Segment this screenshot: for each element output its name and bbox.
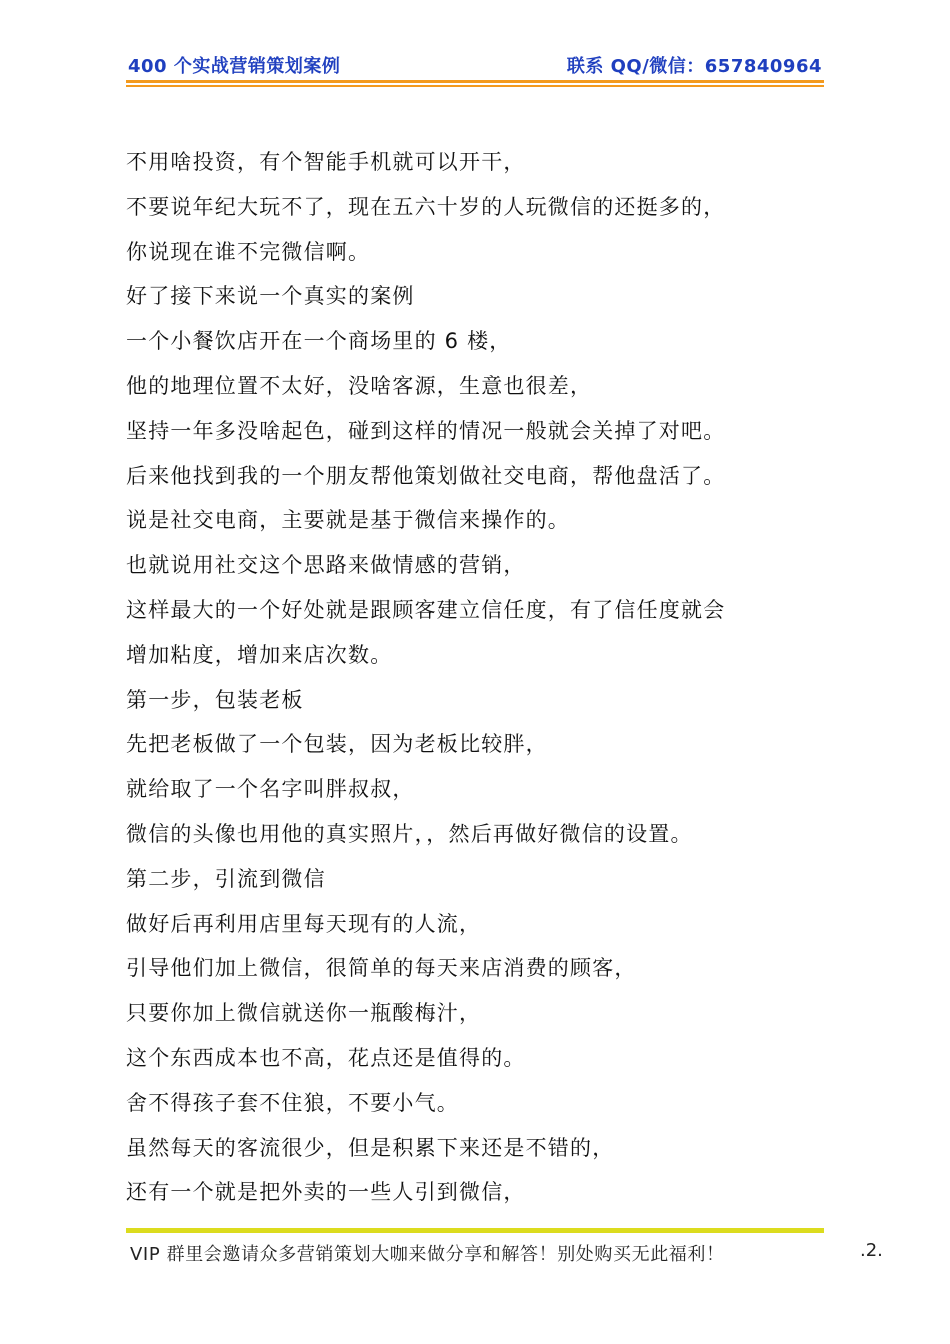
page-number: .2. <box>860 1240 883 1261</box>
footer-note: VIP 群里会邀请众多营销策划大咖来做分享和解答！别处购买无此福利！ <box>130 1244 725 1265</box>
header-rule <box>126 80 824 83</box>
body-line: 还有一个就是把外卖的一些人引到微信， <box>126 1180 526 1205</box>
footer-rule <box>126 1228 824 1233</box>
body-line: 说是社交电商，主要就是基于微信来操作的。 <box>126 508 570 533</box>
body-line: 做好后再利用店里每天现有的人流， <box>126 911 482 936</box>
body-line: 先把老板做了一个包装，因为老板比较胖， <box>126 732 548 757</box>
header-contact: 联系 QQ/微信：657840964 <box>566 56 822 77</box>
header-rule-thin <box>126 85 824 87</box>
body-line: 不要说年纪大玩不了，现在五六十岁的人玩微信的还挺多的， <box>126 194 726 219</box>
body-line: 坚持一年多没啥起色，碰到这样的情况一般就会关掉了对吧。 <box>126 418 726 443</box>
body-line: 后来他找到我的一个朋友帮他策划做社交电商，帮他盘活了。 <box>126 463 726 488</box>
body-line: 也就说用社交这个思路来做情感的营销， <box>126 553 526 578</box>
body-line: 好了接下来说一个真实的案例 <box>126 284 415 309</box>
body-line: 虽然每天的客流很少，但是积累下来还是不错的， <box>126 1135 615 1160</box>
body-line: 舍不得孩子套不住狼，不要小气。 <box>126 1090 459 1115</box>
body-line: 第二步，引流到微信 <box>126 866 326 891</box>
header-title: 400 个实战营销策划案例 <box>128 56 341 77</box>
page-footer <box>130 1240 900 1270</box>
page-header <box>126 52 824 80</box>
body-line: 就给取了一个名字叫胖叔叔， <box>126 777 415 802</box>
body-line: 增加粘度，增加来店次数。 <box>126 642 393 667</box>
body-line: 微信的头像也用他的真实照片，，然后再做好微信的设置。 <box>126 821 693 846</box>
body-line: 第一步，包装老板 <box>126 687 304 712</box>
body-line: 不用啥投资，有个智能手机就可以开干， <box>126 150 526 174</box>
body-line: 这样最大的一个好处就是跟顾客建立信任度，有了信任度就会 <box>126 597 726 622</box>
body-line: 他的地理位置不太好，没啥客源，生意也很差， <box>126 373 593 398</box>
body-line: 你说现在谁不完微信啊。 <box>126 239 371 264</box>
body-line: 只要你加上微信就送你一瓶酸梅汁， <box>126 1001 482 1026</box>
document-body <box>126 140 846 1215</box>
body-line: 一个小餐饮店开在一个商场里的 6 楼， <box>126 329 512 354</box>
body-line: 引导他们加上微信，很简单的每天来店消费的顾客， <box>126 956 637 981</box>
body-line: 这个东西成本也不高，花点还是值得的。 <box>126 1045 526 1070</box>
